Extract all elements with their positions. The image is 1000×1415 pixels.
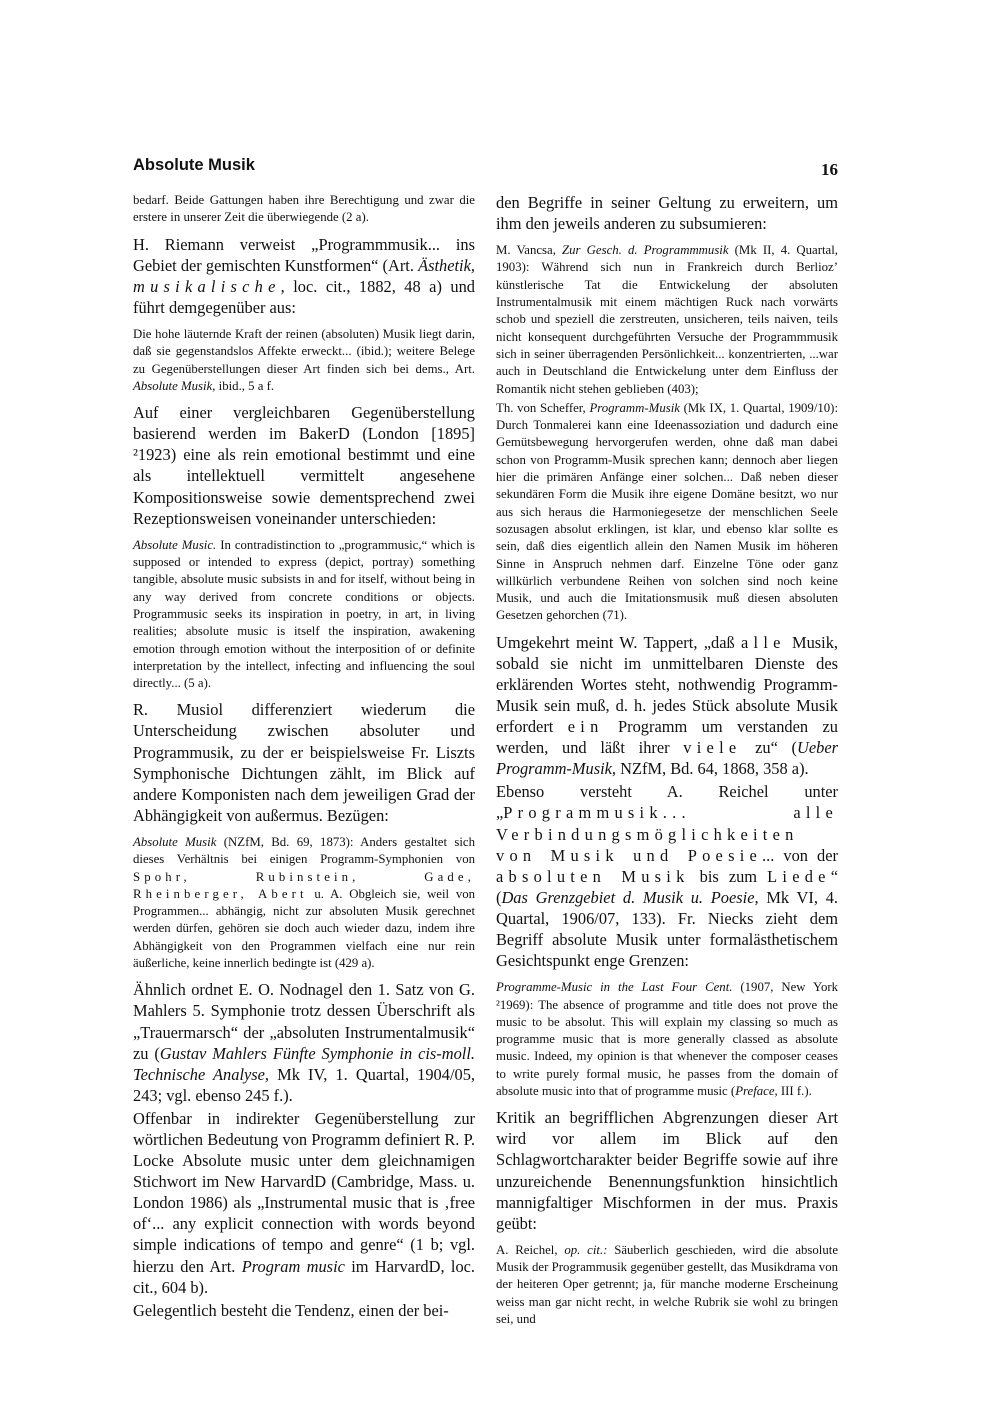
body-paragraph: H. Riemann verweist „Programmmusik... ins Gebiet der gemischten Kunstformen“ (Art. Ästhetik, musikalische, loc. cit., 1882, 48 a) und führt demgegenüber aus: (133, 234, 475, 317)
page-number: 16 (821, 160, 838, 179)
running-title: Absolute Musik (133, 156, 255, 174)
quote-paragraph: A. Reichel, op. cit.: Säuberlich geschieden, wird die absolute Musik der Programmusik gegenüber gestellt, das Musikdrama von der heiteren Oper getrennt; ja, für manche moderne Erscheinung weiss man gar nicht recht, in welche Rubrik sie wohl zu bringen sei, und (496, 1242, 838, 1327)
running-header (133, 156, 838, 180)
body-paragraph: Ähnlich ordnet E. O. Nodnagel den 1. Satz von G. Mahlers 5. Symphonie trotz dessen Überschrift als „Trauermarsch“ der „absoluten Instrumentalmusik“ zu (Gustav Mahlers Fünfte Symphonie in cis-moll. Technische Analyse, Mk IV, 1. Quartal, 1904/05, 243; vgl. ebenso 245 f.). (133, 980, 475, 1105)
body-paragraph: Gelegentlich besteht die Tendenz, einen der bei- (133, 1300, 449, 1320)
quote-paragraph: M. Vancsa, Zur Gesch. d. Programmmusik (Mk II, 4. Quartal, 1903): Während sich nun in Frankreich durch Berlioz’ künstlerische Tat die Entwickelung der absoluten Instrumentalmusik mit einem mächtigen Ruck nach vorwärts schob und speziell die zerstreuten, unsicheren, teils naiven, teils nicht konsequent durchgeführten Versuche der Programmmusik sich in seiner überragenden Persönlichkeit... konzentrierten, ...war auch in Deutschland die Entwickelung unter dem Einfluss der Romantik nicht stehen geblieben (403); (496, 243, 838, 396)
quote-paragraph: bedarf. Beide Gattungen haben ihre Berechtigung und zwar die erstere in unserer Zeit die überwiegende (2 a). (133, 193, 475, 225)
quote-paragraph: Die hohe läuternde Kraft der reinen (absoluten) Musik liegt darin, daß sie gegenstandslos Affekte erweckt... (ibid.); weitere Belege zu Gegenüberstellungen dieser Art finden sich bei dems., Art. Absolute Musik, ibid., 5 a f. (133, 326, 475, 393)
body-paragraph: Umgekehrt meint W. Tappert, „daß alle Musik, sobald sie nicht im unmittelbaren Dienste des erklärenden Wortes steht, nothwendig Programm-Musik sein muß, d. h. jedes Stück absolute Musik erfordert ein Programm um verstanden zu werden, und läßt ihrer viele zu“ (Ueber Programm-Musik, NZfM, Bd. 64, 1868, 358 a). (496, 632, 838, 779)
body-paragraph: Kritik an begrifflichen Abgrenzungen dieser Art wird vor allem im Blick auf den Schlagwortcharakter beider Begriffe sowie auf ihre unzureichende Benennungsfunktion hinsichtlich mannigfaltiger Mischformen in der mus. Praxis geübt: (496, 1108, 838, 1233)
body-paragraph: R. Musiol differenziert wiederum die Unterscheidung zwischen absoluter und Programmusik, zu der er beispielsweise Fr. Liszts Symphonische Dichtungen zählt, im Blick auf andere Komponisten nach dem jeweiligen Grad der Abhängigkeit von außermus. Bezügen: (133, 700, 475, 825)
quote-paragraph: Absolute Musik (NZfM, Bd. 69, 1873): Anders gestaltet sich dieses Verhältnis bei einigen Programm-Symphonien von Spohr, Rubinstein, Gade, Rheinberger, Abert u. A. Obgleich sie, weil von Programmen... abhängig, nicht zur absoluten Musik gerechnet werden dürfen, gehören sie doch auch wieder dazu, indem ihre Abhängigkeit von den Programmen vielfach eine nur rein äußerliche, keine innerlich bedingte ist (429 a). (133, 834, 476, 971)
left-column (133, 192, 475, 1321)
body-paragraph: den Begriffe in seiner Geltung zu erweitern, um ihm den jeweils anderen zu subsumieren: (496, 193, 838, 234)
body-paragraph: Offenbar in indirekter Gegenüberstellung zur wörtlichen Bedeutung von Programm definiert R. P. Locke Absolute music unter dem gleichnamigen Stichwort im New HarvardD (Cambridge, Mass. u. London 1986) als „Instrumental music that is ‚free of‘... any explicit connection with words beyond simple indications of tempo and genre“ (1 b; vgl. hierzu den Art. Program music im HarvardD, loc. cit., 604 b). (133, 1108, 476, 1297)
quote-paragraph: Programme-Music in the Last Four Cent. (1907, New York ²1969): The absence of programme and title does not prove the music to be absolut. This will explain my classing so much as programme music that is more generally classed as absolute music. Indeed, my opinion is that whenever the composer ceases to write purely formal music, he passes from the domain of absolute music into that of programme music (Preface, III f.). (496, 980, 839, 1098)
body-paragraph: Auf einer vergleichbaren Gegenüberstellung basierend werden im BakerD (London [1895] ²1923) eine als rein emotional bestimmt und eine als intellektuell vermittelt angesehene Kompositionsweise sowie dementsprechend zwei Rezeptionsweisen voneinander unterschieden: (133, 403, 475, 528)
quote-paragraph: Th. von Scheffer, Programm-Musik (Mk IX, 1. Quartal, 1909/10): Durch Tonmalerei kann eine Ideenassoziation und dadurch eine Gemütsbewegung hervorgerufen werden, ohne daß man dabei schon von Programm-Musik sprechen kann; dennoch aber liegen hier die primären Anfänge einer solchen... Daß neben dieser sekundären Form die Musik ihre eigene Domäne besitzt, wo nur aus sich heraus die Harmoniegesetze der menschlichen Seele sozusagen absolut erklingen, ist klar, und ebenso klar sollte es sein, daß dies eigentlich allein den Namen Musik im höheren Sinne in Anspruch nehmen darf. Einzelne Töne oder ganz willkürlich verbundene Reihen von solchen sind noch keine Musik, und auch die Imitationsmusik muß diesen absoluten Gesetzen gehorchen (71). (496, 400, 838, 623)
right-column (496, 192, 838, 1328)
body-paragraph: Ebenso versteht A. Reichel unter „Programmusik... alle Verbindungsmöglichkeiten von Musik und Poesie... von der absoluten Musik bis zum Liede“ (Das Grenzgebiet d. Musik u. Poesie, Mk VI, 4. Quartal, 1906/07, 133). Fr. Niecks zieht dem Begriff absolute Musik unter formalästhetischem Gesichtspunkt enge Grenzen: (496, 782, 838, 971)
quote-paragraph: Absolute Music. In contradistinction to „programmusic,“ which is supposed or intended to express (depict, portray) something tangible, absolute music subsists in and for itself, without being in any way derived from concrete conditions or objects. Programmusic seeks its inspiration in poetry, in art, in living realities; absolute music is itself the inspiration, awakening emotion through emotion without the interposition of or definite interpretation by the intellect, infecting and influencing the soul directly... (5 a). (133, 537, 475, 691)
